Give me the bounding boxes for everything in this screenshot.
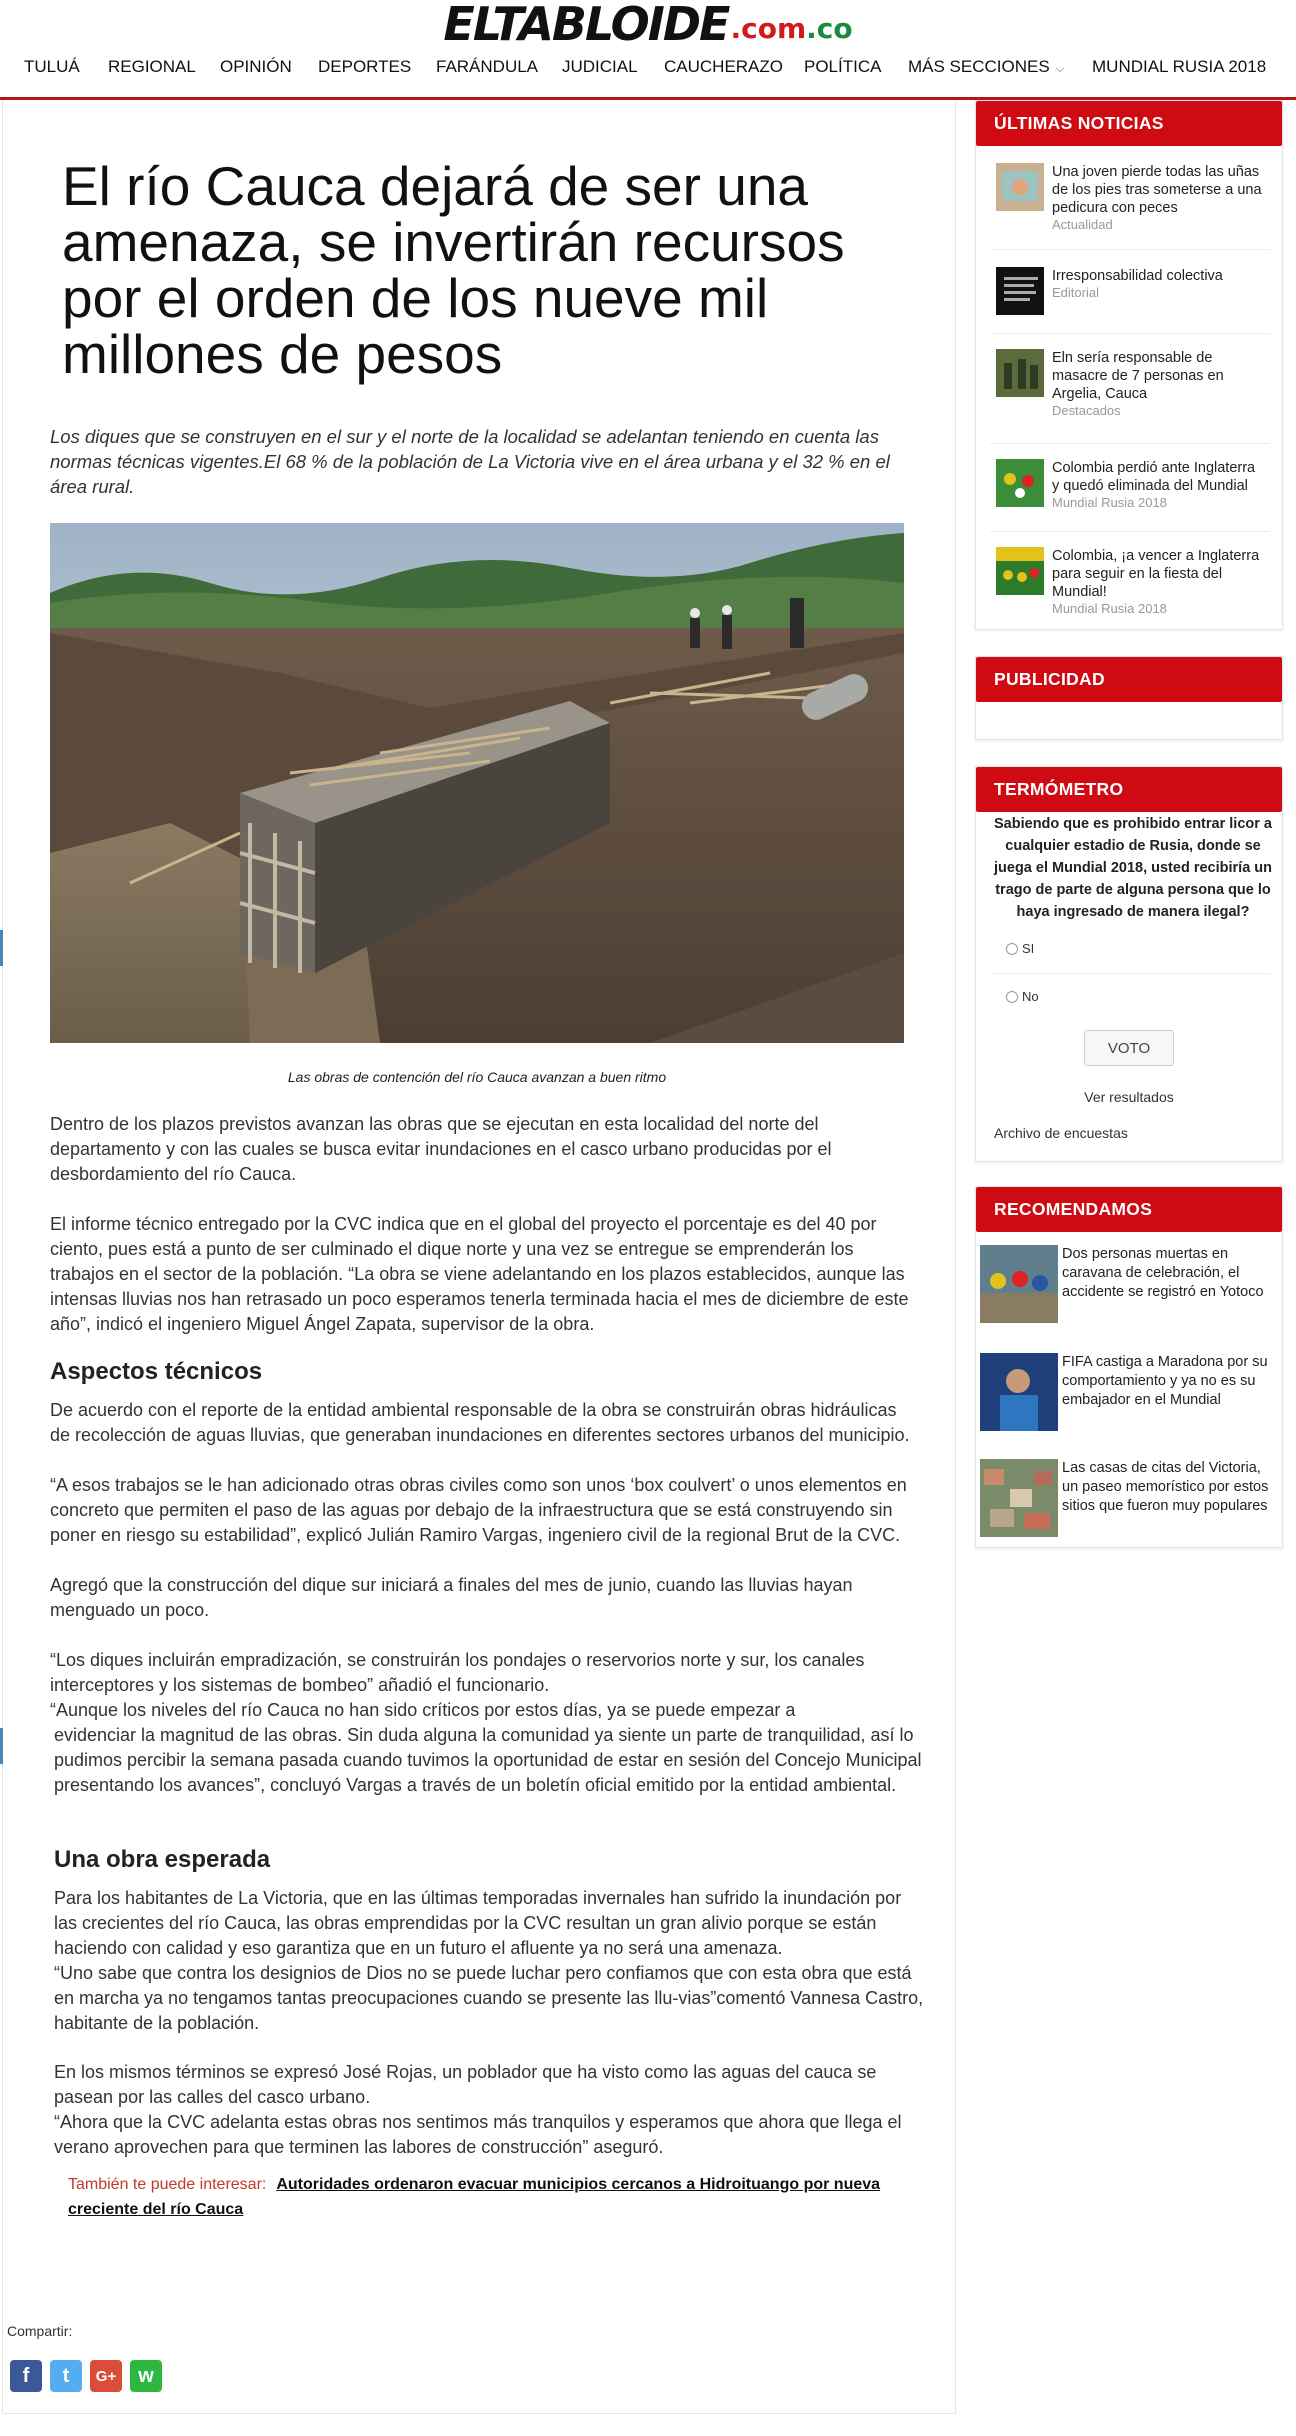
recommended-thumbnail bbox=[980, 1245, 1058, 1323]
article-lead: Los diques que se construyen en el sur y el norte de la localidad se adelantan teniendo en cuenta las normas técnicas vigentes.El 68 % de la población de La Victoria vive en el área urbana y el 32 % en el área rural. bbox=[50, 426, 890, 497]
vote-button[interactable]: VOTO bbox=[1084, 1030, 1174, 1066]
article-paragraph: En los mismos términos se expresó José Rojas, un poblador que ha visto como las aguas del cauca se pasean por las calles del casco urbano. bbox=[54, 2062, 877, 2107]
article-paragraph: Agregó que la construcción del dique sur iniciará a finales del mes de junio, cuando las lluvias hayan menguado un poco. bbox=[50, 1575, 853, 1620]
news-item[interactable] bbox=[996, 163, 1264, 233]
radio-button[interactable] bbox=[1006, 991, 1018, 1003]
article-title: El río Cauca dejará de ser una amenaza, se invertirán recursos por el orden de los nueve mil millones de pesos bbox=[62, 155, 845, 385]
facebook-icon: f bbox=[22, 2364, 30, 2387]
article-paragraph: Dentro de los plazos previstos avanzan las obras que se ejecutan en esta localidad del norte del departamento y con las cuales se busca evitar inundaciones en el casco urbano producidas por el desbordamiento del río Cauca. bbox=[50, 1114, 832, 1184]
divider bbox=[990, 443, 1270, 444]
poll-option-no[interactable]: No bbox=[1006, 989, 1039, 1004]
news-category: Mundial Rusia 2018 bbox=[1052, 601, 1167, 616]
chevron-down-icon: ⌵ bbox=[1055, 63, 1065, 75]
recommended-item[interactable] bbox=[980, 1459, 1272, 1537]
news-thumbnail bbox=[996, 163, 1044, 211]
news-title[interactable]: Colombia, ¡a vencer a Inglaterra para seguir en la fiesta del Mundial! bbox=[1052, 548, 1260, 600]
news-thumbnail bbox=[996, 547, 1044, 595]
advertising-title: PUBLICIDAD bbox=[976, 657, 1282, 702]
article-paragraph: evidenciar la magnitud de las obras. Sin duda alguna la comunidad ya siente un parte de tranquilidad, así lo pudimos percibir la semana pasada cuando tuvimos la oportunidad de estar en sesión del Concejo Municipal presentando los avances”, concluyó Vargas a través de un boletín oficial emitido por la entidad ambiental. bbox=[54, 1725, 922, 1795]
divider bbox=[990, 531, 1270, 532]
recommended-thumbnail bbox=[980, 1459, 1058, 1537]
nav-item-judicial[interactable]: JUDICIAL bbox=[562, 57, 638, 76]
divider bbox=[990, 333, 1270, 334]
article-paragraph: De acuerdo con el reporte de la entidad ambiental responsable de la obra se construirán obras hidráulicas de recolección de aguas lluvias, que generaban inundaciones en diferentes sectores urbanos del municipio. bbox=[50, 1400, 910, 1445]
site-header bbox=[0, 0, 1296, 100]
recommended-title-text[interactable]: Dos personas muertas en caravana de celebración, el accidente se registró en Yotoco bbox=[1062, 1246, 1264, 1300]
recommended-title-text[interactable]: Las casas de citas del Victoria, un paseo memorístico por estos sitios que fueron muy populares bbox=[1062, 1460, 1269, 1514]
article-paragraph: “Los diques incluirán empradización, se construirán los pondajes o reservorios norte y sur, los canales interceptores y los sistemas de bombeo” añadió el funcionario. bbox=[50, 1650, 865, 1695]
main-nav bbox=[0, 52, 1296, 84]
news-title[interactable]: Eln sería responsable de masacre de 7 personas en Argelia, Cauca bbox=[1052, 350, 1224, 402]
google-plus-share-button[interactable] bbox=[90, 2360, 122, 2392]
poll-title: TERMÓMETRO bbox=[976, 767, 1282, 812]
radio-button[interactable] bbox=[1006, 943, 1018, 955]
news-title[interactable]: Irresponsabilidad colectiva bbox=[1052, 268, 1223, 284]
subheading-awaited: Una obra esperada bbox=[54, 1846, 271, 1873]
divider bbox=[990, 249, 1270, 250]
google-plus-icon: G+ bbox=[95, 2367, 117, 2385]
nav-item-regional[interactable]: REGIONAL bbox=[108, 57, 196, 76]
whatsapp-icon: w bbox=[138, 2364, 154, 2387]
article-paragraph: Para los habitantes de La Victoria, que en las últimas temporadas invernales han sufrido la inundación por las crecientes del río Cauca, las obras emprendidas por la CVC resultan un gran alivio porque se están haciendo con calidad y eso garantiza que en un futuro el afluente ya no será una amenaza. bbox=[54, 1888, 902, 1958]
logo-main: ELTABLOIDE bbox=[443, 0, 729, 51]
news-category: Destacados bbox=[1052, 403, 1121, 418]
scroll-marker bbox=[0, 1728, 3, 1764]
article-paragraph: El informe técnico entregado por la CVC indica que en el global del proyecto el porcentaje es del 40 por ciento, pues está a punto de ser culminado el dique norte y una vez se entregue se emprenderán los trabajos en el sector de la población. “La obra se viene adelantando en los plazos establecidos, aunque las intensas lluvias nos han retrasado un poco esperamos tenerla terminada hacia el mes de diciembre de este año”, indicó el ingeniero Miguel Ángel Zapata, supervisor de la obra. bbox=[50, 1214, 909, 1334]
construction-photo bbox=[50, 523, 904, 1043]
share-label: Compartir: bbox=[7, 2323, 73, 2339]
news-thumbnail bbox=[996, 349, 1044, 397]
recommended-widget bbox=[975, 1186, 1283, 1548]
logo-tld: .com.co bbox=[730, 12, 853, 45]
photo-caption: Las obras de contención del río Cauca avanzan a buen ritmo bbox=[287, 1069, 667, 1085]
news-thumbnail bbox=[996, 459, 1044, 507]
news-title[interactable]: Una joven pierde todas las uñas de los pies tras someterse a una pedicura con peces bbox=[1052, 164, 1262, 216]
poll-question: Sabiendo que es prohibido entrar licor a cualquier estadio de Rusia, donde se juega el Mundial 2018, usted recibiría un trago de parte de alguna persona que lo haya ingresado de manera ilegal? bbox=[994, 816, 1272, 920]
news-item[interactable] bbox=[996, 547, 1264, 617]
latest-news-widget bbox=[975, 100, 1283, 630]
whatsapp-share-button[interactable] bbox=[130, 2360, 162, 2392]
news-category: Editorial bbox=[1052, 285, 1099, 300]
recommended-title: RECOMENDAMOS bbox=[976, 1187, 1282, 1232]
article-paragraph: “Ahora que la CVC adelanta estas obras nos sentimos más tranquilos y esperamos que ahora que llega el verano aprovechen para que terminen las labores de construcción” aseguró. bbox=[54, 2112, 902, 2157]
site-logo[interactable] bbox=[443, 0, 853, 51]
news-title[interactable]: Colombia perdió ante Inglaterra y quedó eliminada del Mundial bbox=[1052, 460, 1256, 494]
nav-item-politica[interactable]: POLÍTICA bbox=[804, 57, 882, 76]
nav-item-caucherazo[interactable]: CAUCHERAZO bbox=[664, 57, 784, 76]
divider bbox=[990, 973, 1270, 974]
nav-item-tulua[interactable]: TULUÁ bbox=[24, 57, 80, 76]
related-link[interactable]: Autoridades ordenaron evacuar municipios cercanos a Hidroituango por nueva creciente del río Cauca bbox=[68, 2176, 881, 2218]
recommended-item[interactable] bbox=[980, 1353, 1272, 1431]
nav-item-mas-secciones[interactable]: MÁS SECCIONES ⌵ bbox=[908, 57, 1065, 76]
recommended-title-text[interactable]: FIFA castiga a Maradona por su comportamiento y ya no es su embajador en el Mundial bbox=[1062, 1354, 1268, 1408]
nav-item-farandula[interactable]: FARÁNDULA bbox=[436, 57, 539, 76]
poll-option-si[interactable]: SI bbox=[1006, 941, 1034, 956]
latest-news-title: ÚLTIMAS NOTICIAS bbox=[976, 101, 1282, 146]
article-paragraph: “Aunque los niveles del río Cauca no han sido críticos por estos días, ya se puede empezar a bbox=[50, 1700, 796, 1720]
nav-item-mundial[interactable]: MUNDIAL RUSIA 2018 bbox=[1092, 57, 1267, 76]
article-paragraph: “A esos trabajos se le han adicionado otras obras civiles como son unos ‘box coulvert’ o unos elementos en concreto que permiten el paso de las aguas por debajo de la infraestructura que se está construyendo sin poner en riesgo su estabilidad”, explicó Julián Ramiro Vargas, ingeniero civil de la regional Brut de la CVC. bbox=[50, 1475, 907, 1545]
nav-item-deportes[interactable]: DEPORTES bbox=[318, 57, 412, 76]
recommended-item[interactable] bbox=[980, 1245, 1272, 1323]
news-thumbnail bbox=[996, 267, 1044, 315]
view-results-link[interactable]: Ver resultados bbox=[1084, 1089, 1174, 1105]
news-item[interactable] bbox=[996, 459, 1264, 511]
recommended-thumbnail bbox=[980, 1353, 1058, 1431]
poll-archive-link[interactable]: Archivo de encuestas bbox=[994, 1125, 1128, 1141]
related-article bbox=[68, 2172, 898, 2222]
nav-item-opinion[interactable]: OPINIÓN bbox=[220, 57, 292, 76]
scroll-marker bbox=[0, 930, 3, 966]
news-item[interactable] bbox=[996, 349, 1264, 419]
article-photo bbox=[50, 523, 904, 1043]
news-item[interactable] bbox=[996, 267, 1264, 315]
subheading-technical: Aspectos técnicos bbox=[50, 1358, 263, 1385]
advertising-widget bbox=[975, 656, 1283, 740]
related-label: También te puede interesar: bbox=[68, 2176, 267, 2193]
facebook-share-button[interactable] bbox=[10, 2360, 42, 2392]
twitter-share-button[interactable] bbox=[50, 2360, 82, 2392]
poll-widget bbox=[975, 766, 1283, 1162]
article-paragraph: “Uno sabe que contra los designios de Dios no se puede luchar pero confiamos que con esta obra que está en marcha ya no tengamos tantas preocupaciones cuando se presente las llu-vias”comentó Vannesa Castro, habitante de la población. bbox=[54, 1963, 924, 2033]
twitter-icon: t bbox=[62, 2364, 70, 2387]
news-category: Mundial Rusia 2018 bbox=[1052, 495, 1167, 510]
news-category: Actualidad bbox=[1052, 217, 1113, 232]
